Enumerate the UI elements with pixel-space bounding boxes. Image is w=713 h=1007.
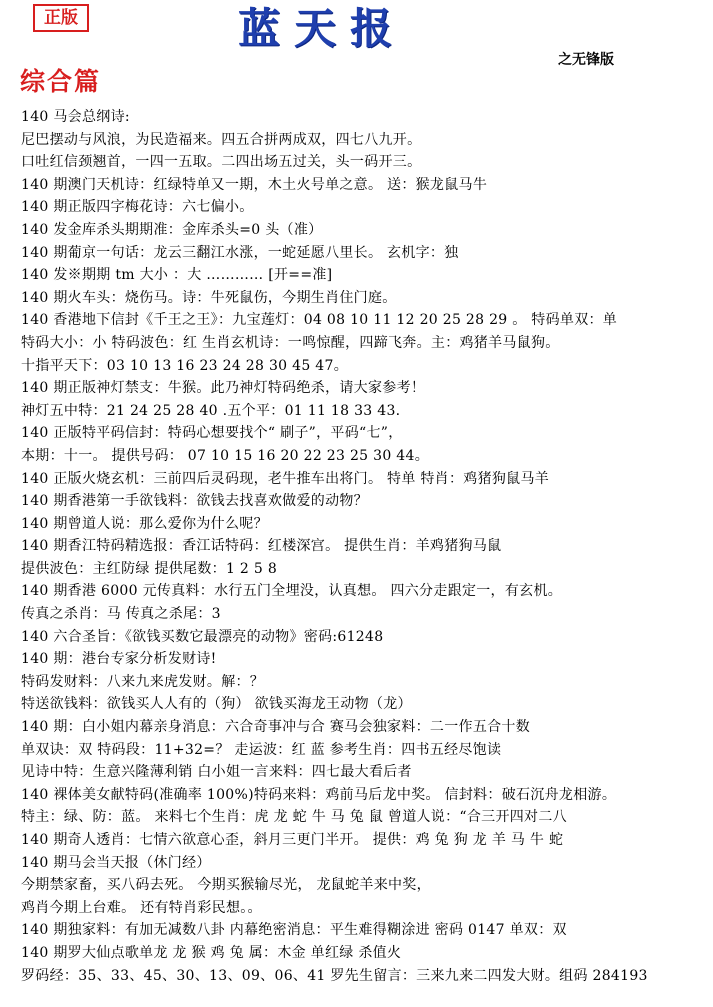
content-line: 140 期正版四字梅花诗：六七偏小。 [21, 199, 254, 216]
content-lines [21, 106, 711, 987]
content-line: 140 裸体美女献特码(准确率 100%)特码来料：鸡前马后龙中奖。 信封料：破石沉舟龙相游。 [21, 786, 617, 803]
content-line: 140 正版特平码信封：特码心想要找个“ 刷子”，平码“七”， [21, 425, 403, 442]
page-title: 蓝天报 [238, 4, 407, 53]
content-line: 140 期正版神灯禁支：牛猴。此乃神灯特码绝杀，请大家参考！ [21, 380, 426, 397]
content-line: 特码大小：小 特码波色：红 生肖玄机诗：一鸣惊醒，四蹄飞奔。主：鸡猪羊马鼠狗。 [21, 334, 560, 351]
content-line: 单双诀：双 特码段：11+32=？ 走运波：红 蓝 参考生肖：四书五经尽饱读 [21, 741, 502, 758]
content-line: 140 马会总纲诗: [21, 109, 130, 125]
content-line: 140 期香港 6000 元传真料：水行五门全埋没，认真想。 四六分走跟定一，有玄机。 [21, 583, 563, 600]
section-heading: 综合篇 [20, 67, 102, 96]
content-line: 140 期独家料：有加无减数八卦 内幕绝密消息：平生难得糊涂进 密码 0147 单双：双 [21, 922, 567, 939]
content-line: 140 期罗大仙点歌单龙 龙 猴 鸡 兔 属：木金 单红绿 杀值火 [21, 944, 402, 961]
content-line: 传真之杀肖：马 传真之杀尾：3 [21, 606, 221, 623]
content-line: 140 期澳门天机诗：红绿特单又一期，木土火号单之意。 送：猴龙鼠马牛 [21, 176, 488, 193]
content-line: 罗码经：35、33、45、30、13、09、06、41 罗先生留言：三来九来二四发大财。组码 284193 [21, 967, 648, 984]
content-line: 140 期香港第一手欲钱料：欲钱去找喜欢做爱的动物？ [21, 493, 368, 510]
content-line: 140 期奇人透肖：七情六欲意心歪，斜月三更门半开。 提供：鸡 兔 狗 龙 羊 马 牛 蛇 [21, 832, 564, 848]
content-line: 口吐红信颈翘首，一四一五取。二四出场五过关，头一码开三。 [21, 154, 422, 171]
content-line: 特送欲钱料：欲钱买人人有的（狗） 欲钱买海龙王动物（龙） [21, 696, 412, 713]
content-line: 神灯五中特：21 24 25 28 40 .五个平：01 11 18 33 43. [21, 402, 401, 419]
content-line: 140 香港地下信封《千王之王》：九宝莲灯：04 08 10 11 12 20 25 28 29 。 特码单双：单 [21, 312, 618, 329]
edition-badge: 正版 [33, 4, 89, 32]
content-line: 见诗中特：生意兴隆薄利销 白小姐一言来料：四七最大看后者 [21, 764, 412, 781]
content-line: 140 发※期期 tm 大小 ：大 ………… [开==准] [21, 267, 333, 284]
content-line: 鸡肖今期上台难。 还有特肖彩民想。。 [21, 899, 262, 916]
content-line: 提供波色：主红防绿 提供尾数：1 2 5 8 [21, 560, 278, 577]
content-line: 十指平天下：03 10 13 16 23 24 28 30 45 47。 [21, 357, 348, 374]
content-line: 特主：绿、防：蓝。 来料七个生肖：虎 龙 蛇 牛 马 兔 鼠 曾道人说：“合三开四对二八 [21, 809, 567, 826]
content-line: 本期：十一。 提供号码： 07 10 15 16 20 22 23 25 30 44。 [21, 447, 429, 464]
content-line: 140 期：白小姐内幕亲身消息：六合奇事冲与合 赛马会独家料：二一作五合十数 [21, 719, 531, 736]
content-line: 140 正版火烧玄机：三前四后灵码现，老牛推车出将门。 特单 特肖：鸡猪狗鼠马羊 [21, 470, 550, 487]
content-line: 140 期曾道人说：那么爱你为什么呢？ [21, 515, 268, 532]
content-line: 140 期：港台专家分析发财诗! [21, 651, 217, 668]
content-line: 140 期葡京一句话：龙云三翻江水涨，一蛇延愿八里长。 玄机字：独 [21, 244, 459, 261]
content-line: 140 期香江特码精选报：香江话特码：红楼深宫。 提供生肖：羊鸡猪狗马鼠 [21, 538, 502, 555]
edition-subtitle: 之无锋版 [558, 52, 614, 68]
content-line: 140 期马会当天报（休门经） [21, 854, 211, 871]
content-line: 今期禁家畜，买八码去死。 今期买猴输尽光， 龙鼠蛇羊来中奖， [21, 877, 431, 894]
content-line: 尼巴摆动与风浪，为民造福来。四五合拼两成双，四七八九开。 [21, 131, 422, 148]
content-line: 140 发金库杀头期期准：金库杀头=0 头（准） [21, 221, 323, 238]
content-line: 140 六合圣旨：《欲钱买数它最漂亮的动物》密码:61248 [21, 628, 384, 645]
content-line: 特码发财料：八来九来虎发财。解：？ [21, 673, 265, 690]
content-line: 140 期火车头：烧伤马。诗：牛死鼠伤，今期生肖住门庭。 [21, 289, 397, 306]
